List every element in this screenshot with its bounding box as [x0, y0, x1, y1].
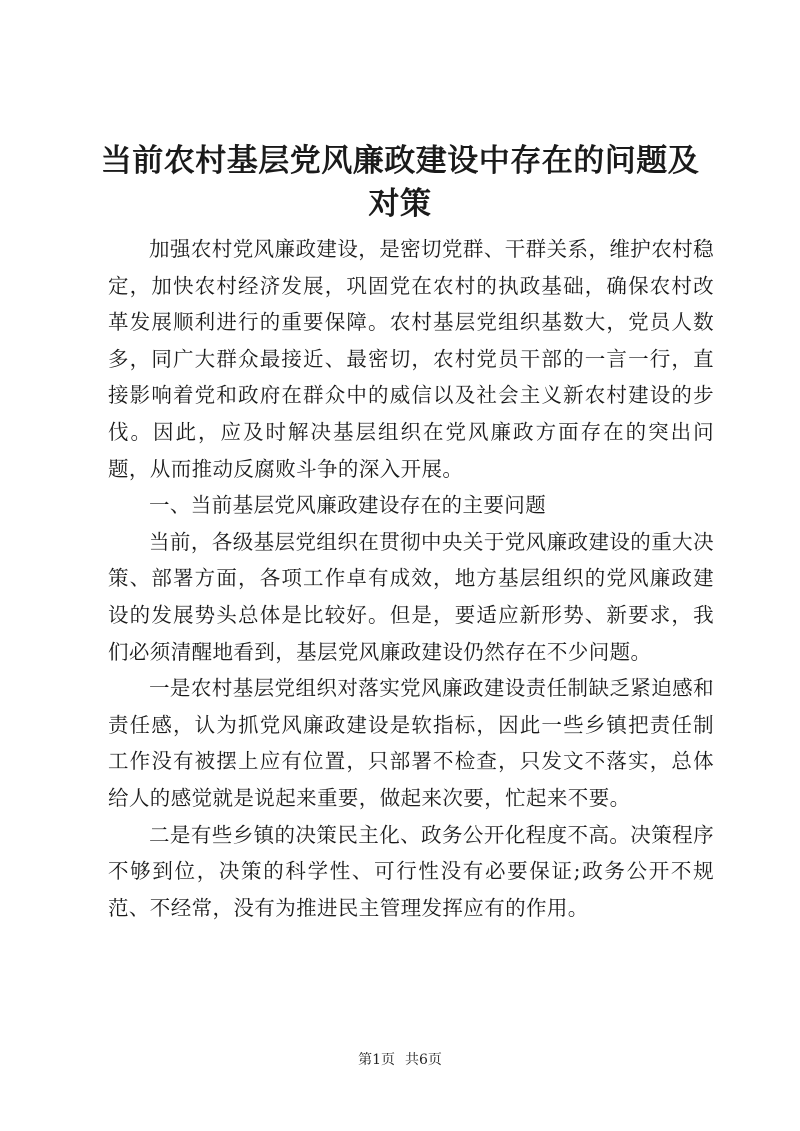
- body-paragraph: 一是农村基层党组织对落实党风廉政建设责任制缺乏紧迫感和责任感，认为抓党风廉政建设是软指标，因此一些乡镇把责任制工作没有被摆上应有位置，只部署不检查，只发文不落实，总体给人的感觉就是说起来重要，做起来次要，忙起来不要。: [108, 676, 714, 810]
- total-pages: 共6页: [405, 1052, 442, 1068]
- body-paragraph: 当前，各级基层党组织在贯彻中央关于党风廉政建设的重大决策、部署方面，各项工作卓有成效，地方基层组织的党风廉政建设的发展势头总体是比较好。但是，要适应新形势、新要求，我们必须清醒地看到，基层党风廉政建设仍然存在不少问题。: [108, 529, 714, 664]
- body-paragraph: 二是有些乡镇的决策民主化、政务公开化程度不高。决策程序不够到位，决策的科学性、可行性没有必要保证;政务公开不规范、不经常，没有为推进民主管理发挥应有的作用。: [108, 822, 714, 920]
- section-heading: 一、当前基层党风廉政建设存在的主要问题: [149, 493, 547, 518]
- document-body: [108, 231, 714, 926]
- document-title: 当前农村基层党风廉政建设中存在的问题及对策: [100, 143, 700, 222]
- page-footer: [0, 1050, 800, 1070]
- page-number: 第1页: [358, 1052, 395, 1068]
- intro-paragraph: 加强农村党风廉政建设，是密切党群、干群关系，维护农村稳定，加快农村经济发展，巩固党在农村的执政基础，确保农村改革发展顺利进行的重要保障。农村基层党组织基数大，党员人数多，同广大群众最接近、最密切，农村党员干部的一言一行，直接影响着党和政府在群众中的威信以及社会主义新农村建设的步伐。因此，应及时解决基层组织在党风廉政方面存在的突出问题，从而推动反腐败斗争的深入开展。: [108, 237, 714, 481]
